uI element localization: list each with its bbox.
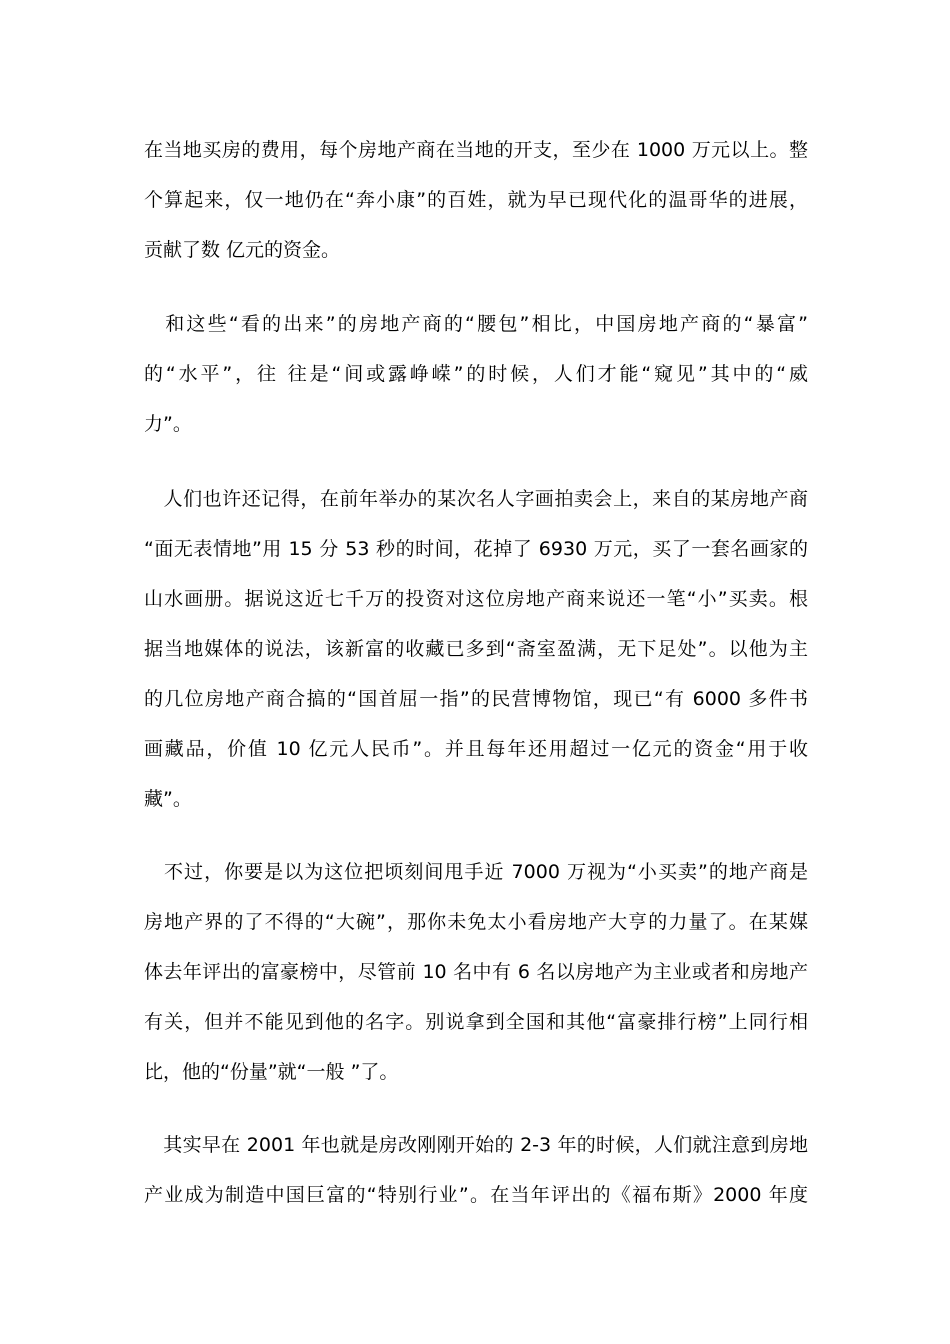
text-line: 的几位房地产商合搞的“国首屈一指”的民营博物馆，现已“有 6000 多件书 xyxy=(144,688,808,710)
text-line: 不过，你要是以为这位把顷刻间甩手近 7000 万视为“小买卖”的地产商是 xyxy=(144,861,808,883)
text-line: 山水画册。据说这近七千万的投资对这位房地产商来说还一笔“小”买卖。根 xyxy=(144,588,808,610)
text-line: 体去年评出的富豪榜中，尽管前 10 名中有 6 名以房地产为主业或者和房地产 xyxy=(144,961,808,983)
paragraph-3 xyxy=(144,474,808,824)
text-line: 房地产界的了不得的“大碗”，那你未免太小看房地产大亨的力量了。在某媒 xyxy=(144,911,808,933)
text-line: 藏”。 xyxy=(144,788,192,810)
text-line: 产业成为制造中国巨富的“特别行业”。在当年评出的《福布斯》2000 年度 xyxy=(144,1184,808,1206)
text-line: 据当地媒体的说法，该新富的收藏已多到“斋室盈满，无下足处”。以他为主 xyxy=(144,638,808,660)
text-line: 有关，但并不能见到他的名字。别说拿到全国和其他“富豪排行榜”上同行相 xyxy=(144,1011,808,1033)
paragraph-1 xyxy=(144,125,808,275)
text-line: 画藏品，价值 10 亿元人民币”。并且每年还用超过一亿元的资金“用于收 xyxy=(144,738,808,760)
text-line: 贡献了数 亿元的资金。 xyxy=(144,239,341,261)
paragraph-2 xyxy=(144,299,808,449)
text-line: 力”。 xyxy=(144,413,192,435)
text-line: 和这些“看的出来”的房地产商的“腰包”相比，中国房地产商的“暴富” xyxy=(144,313,808,335)
text-line: 在当地买房的费用，每个房地产商在当地的开支，至少在 1000 万元以上。整 xyxy=(144,139,808,161)
text-line: “面无表情地”用 15 分 53 秒的时间，花掉了 6930 万元，买了一套名画家的 xyxy=(144,538,808,560)
text-line: 比，他的“份量”就“一般 ”了。 xyxy=(144,1061,399,1083)
text-line: 人们也许还记得，在前年举办的某次名人字画拍卖会上，来自的某房地产商 xyxy=(144,488,808,510)
paragraph-5 xyxy=(144,1120,808,1220)
text-line: 的“水平”，往 往是“间或露峥嵘”的时候，人们才能“窥见”其中的“威 xyxy=(144,363,808,385)
text-line: 个算起来，仅一地仍在“奔小康”的百姓，就为早已现代化的温哥华的进展， xyxy=(144,189,808,211)
text-line: 其实早在 2001 年也就是房改刚刚开始的 2-3 年的时候，人们就注意到房地 xyxy=(144,1134,808,1156)
paragraph-4 xyxy=(144,847,808,1097)
